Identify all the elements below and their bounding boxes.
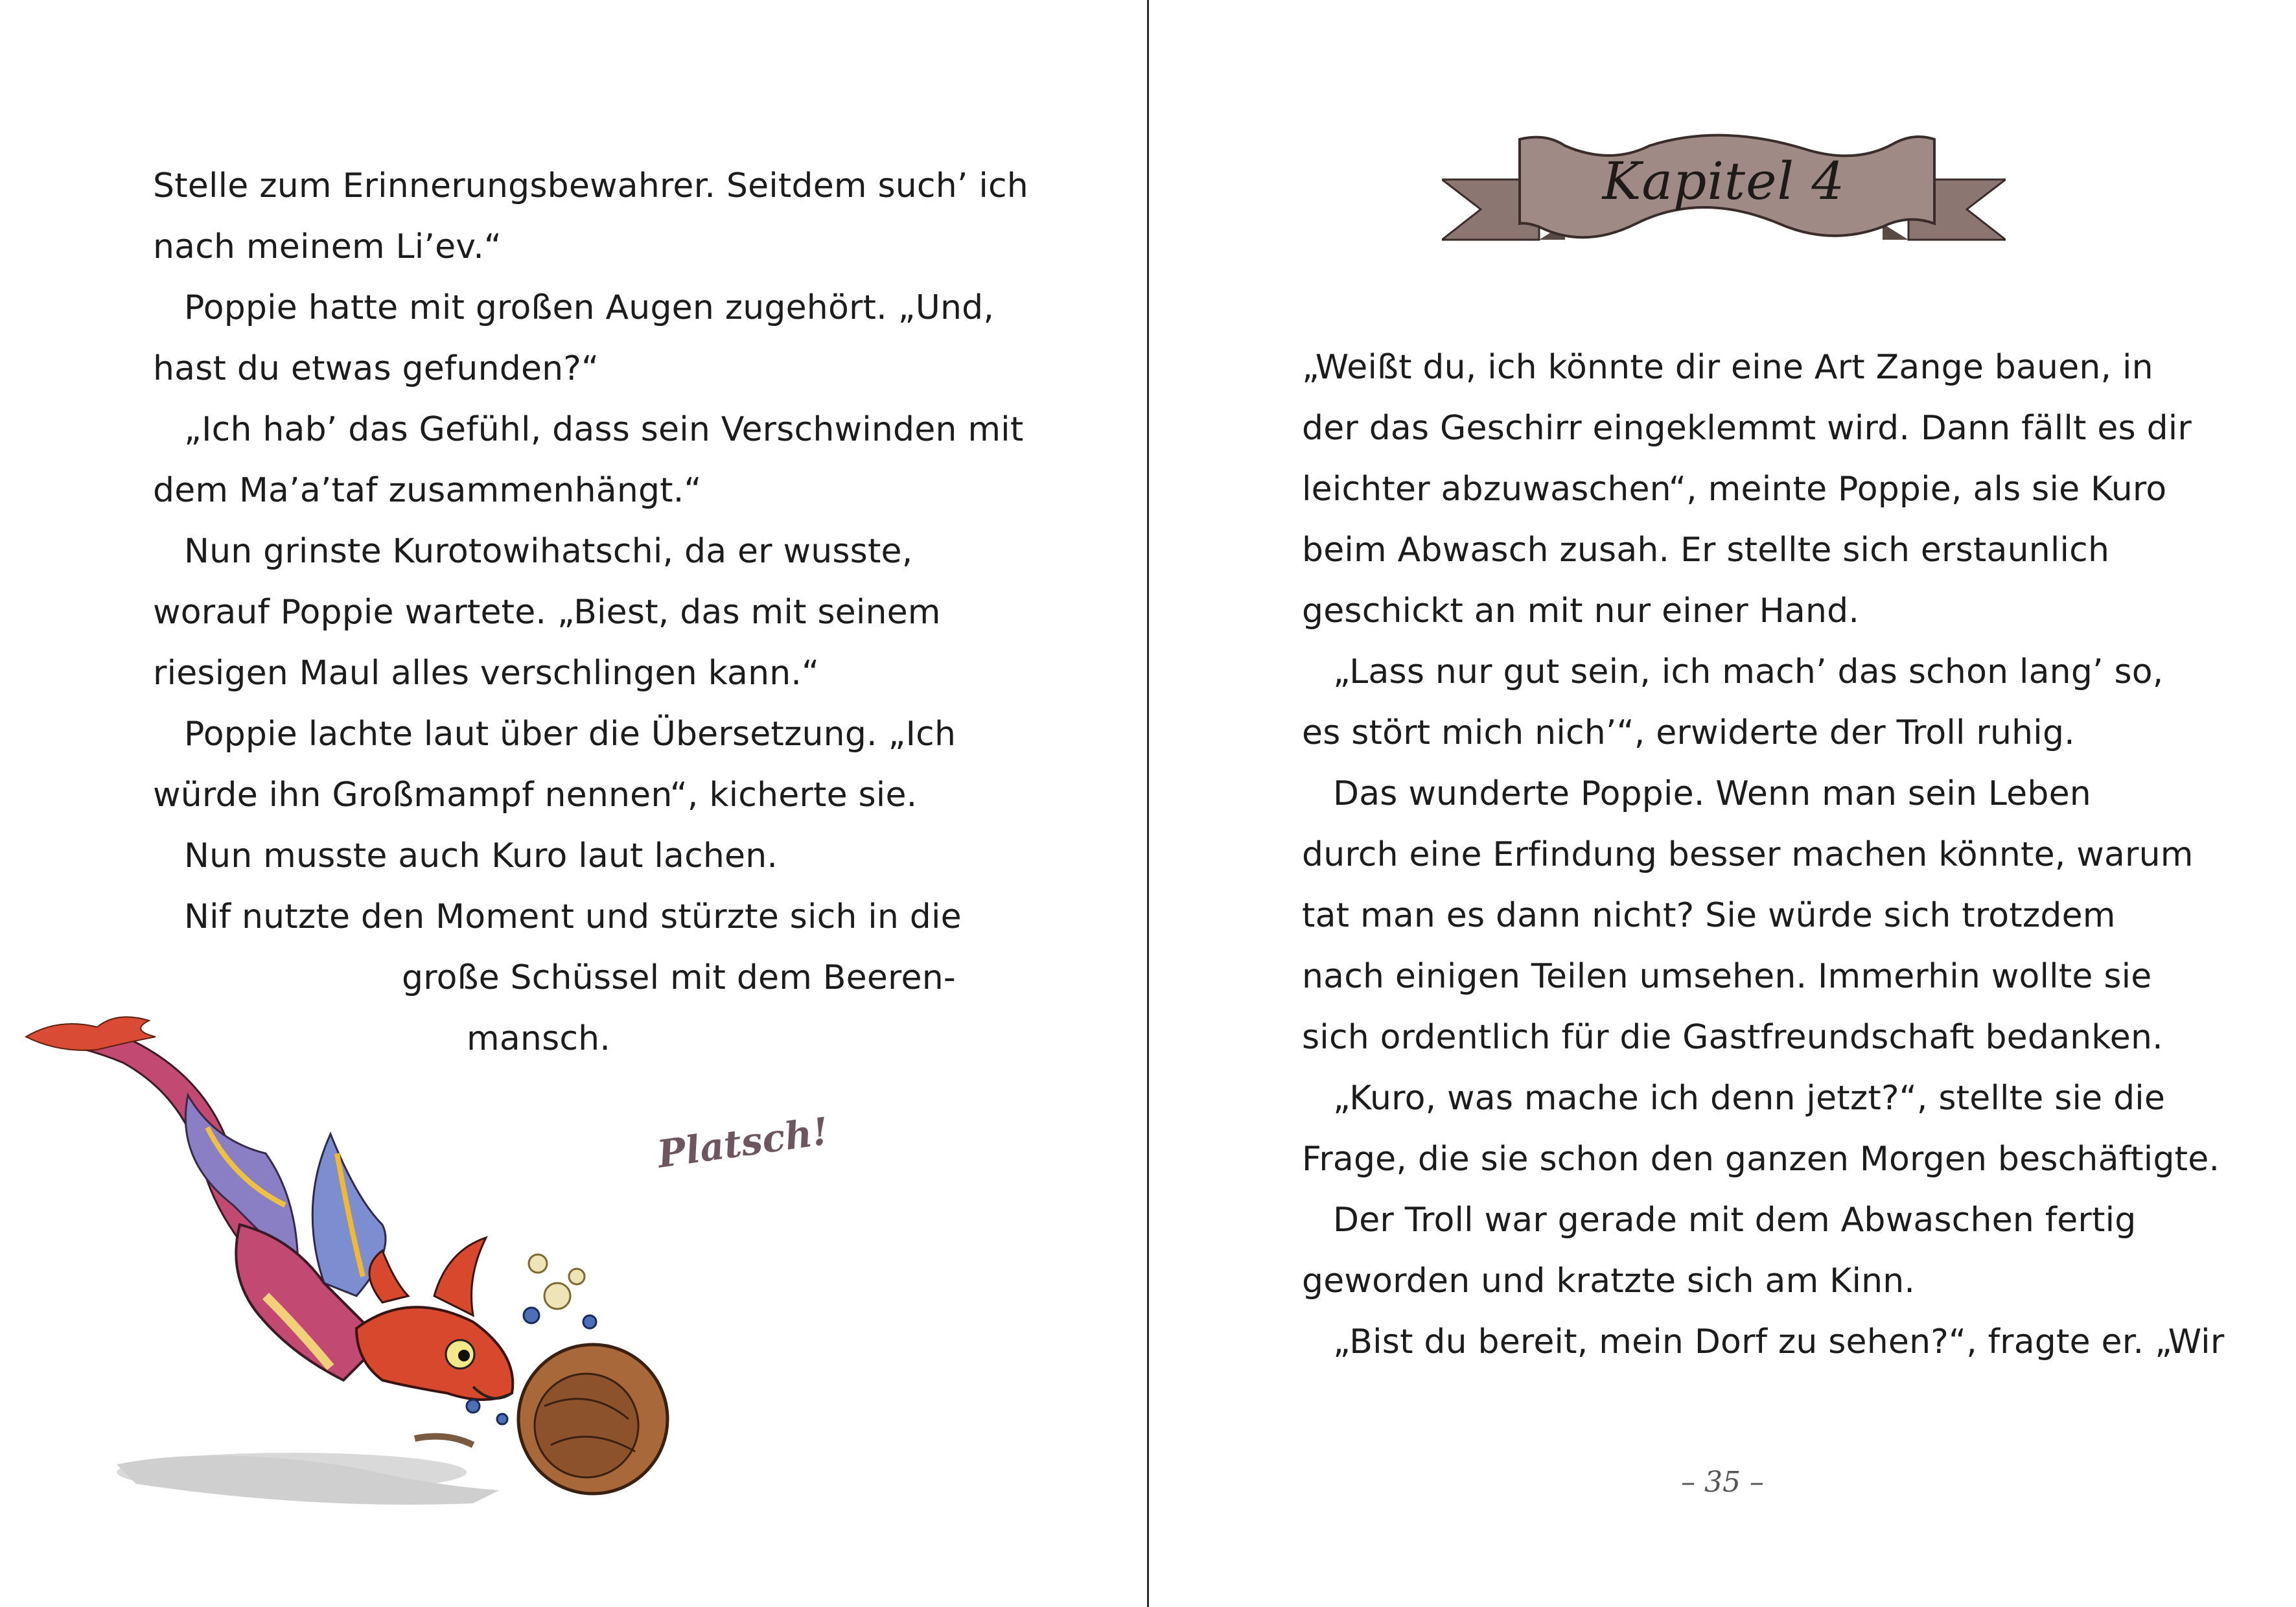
text-line: worauf Poppie wartete. „Biest, das mit seinem [153, 593, 941, 632]
text-line: Der Troll war gerade mit dem Abwaschen fertig [1333, 1201, 2137, 1240]
right-page [1149, 0, 2296, 1607]
dragon-illustration [19, 991, 700, 1523]
text-line: der das Geschirr eingeklemmt wird. Dann fällt es dir [1302, 409, 2192, 448]
sound-effect-label: Platsch! [655, 1109, 831, 1177]
text-line: nach meinem Li’ev.“ [153, 227, 502, 266]
text-line: Nun musste auch Kuro laut lachen. [184, 837, 778, 875]
text-line: durch eine Erfindung besser machen könnte, warum [1302, 835, 2194, 874]
text-line: große Schüssel mit dem Beeren- [402, 958, 956, 997]
text-line: beim Abwasch zusah. Er stellte sich erstaunlich [1302, 531, 2110, 570]
text-line: sich ordentlich für die Gastfreundschaft bedanken. [1302, 1018, 2163, 1057]
text-line: „Bist du bereit, mein Dorf zu sehen?“, fragte er. „Wir [1333, 1323, 2225, 1361]
text-line: „Kuro, was mache ich denn jetzt?“, stellte sie die [1333, 1079, 2166, 1118]
text-line: leichter abzuwaschen“, meinte Poppie, als sie Kuro [1302, 470, 2167, 509]
text-line: Nif nutzte den Moment und stürzte sich in die [184, 897, 962, 936]
text-line: Frage, die sie schon den ganzen Morgen beschäftigte. [1302, 1140, 2220, 1179]
text-line: Poppie hatte mit großen Augen zugehört. „Und, [184, 288, 995, 327]
text-line: geschickt an mit nur einer Hand. [1302, 592, 1860, 630]
text-line: mansch. [467, 1019, 611, 1058]
text-line: riesigen Maul alles verschlingen kann.“ [153, 654, 820, 693]
chapter-title: Kapitel 4 [1602, 151, 1846, 211]
text-line: Nun grinste Kurotowihatschi, da er wusste, [184, 532, 913, 571]
text-line: „Weißt du, ich könnte dir eine Art Zange bauen, in [1302, 348, 2153, 387]
text-line: „Lass nur gut sein, ich mach’ das schon lang’ so, [1333, 653, 2164, 691]
text-line: nach einigen Teilen umsehen. Immerhin wollte sie [1302, 957, 2152, 996]
page-number: – 35 – [1681, 1466, 1764, 1499]
text-line: Stelle zum Erinnerungsbewahrer. Seitdem such’ ich [153, 167, 1028, 205]
text-line: „Ich hab’ das Gefühl, dass sein Verschwinden mit [184, 410, 1024, 449]
text-line: es stört mich nich’“, erwiderte der Troll ruhig. [1302, 713, 2075, 752]
left-page [0, 0, 1147, 1607]
text-line: geworden und kratzte sich am Kinn. [1302, 1262, 1916, 1301]
text-line: würde ihn Großmampf nennen“, kicherte sie. [153, 776, 918, 815]
text-line: Poppie lachte laut über die Übersetzung. „Ich [184, 715, 957, 754]
text-line: dem Ma’a’taf zusammenhängt.“ [153, 471, 702, 510]
text-line: hast du etwas gefunden?“ [153, 349, 599, 388]
text-line: Das wunderte Poppie. Wenn man sein Leben [1333, 774, 2091, 813]
text-line: tat man es dann nicht? Sie würde sich trotzdem [1302, 896, 2116, 935]
